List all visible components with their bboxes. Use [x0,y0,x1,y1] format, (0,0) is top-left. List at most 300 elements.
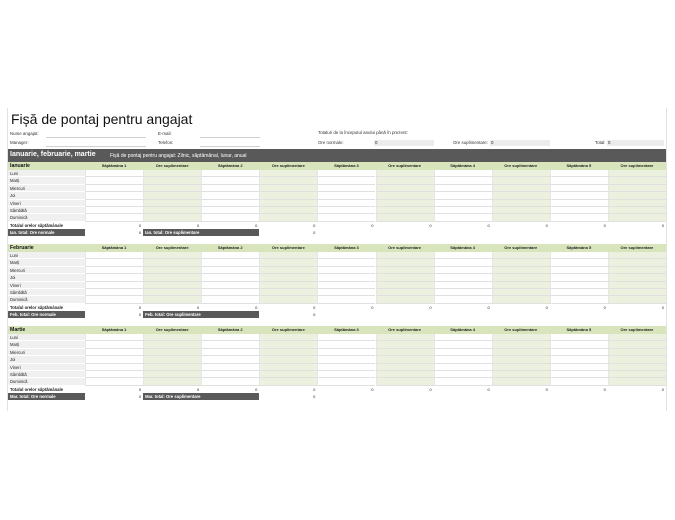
overtime-cell[interactable] [259,252,317,259]
hours-cell[interactable] [317,214,375,221]
month-block [8,326,666,408]
hours-cell[interactable] [317,334,375,341]
hours-cell[interactable] [201,378,259,385]
overtime-cell[interactable] [259,200,317,207]
hours-cell[interactable] [550,289,608,296]
hours-cell[interactable] [201,259,259,266]
overtime-cell[interactable] [608,289,666,296]
hours-cell[interactable] [317,296,375,303]
weekly-total-value: 0 [138,223,142,229]
overtime-cell[interactable] [143,356,201,363]
overtime-cell[interactable] [143,296,201,303]
hours-cell[interactable] [201,252,259,259]
hours-cell[interactable] [85,170,143,177]
column-header: Ore suplimentare [504,163,538,168]
overtime-cell[interactable] [259,259,317,266]
weekly-total-value: 0 [138,387,142,393]
hours-cell[interactable] [434,207,492,214]
overtime-cell[interactable] [376,289,434,296]
hours-cell[interactable] [201,200,259,207]
overtime-cell[interactable] [376,252,434,259]
weekly-total-value: 0 [487,387,490,393]
day-row [8,334,666,341]
overtime-cell[interactable] [143,282,201,289]
hours-cell[interactable] [317,371,375,378]
hours-cell[interactable] [434,334,492,341]
overtime-cell[interactable] [376,334,434,341]
overtime-cell[interactable] [608,192,666,199]
overtime-cell[interactable] [492,185,550,192]
overtime-cell[interactable] [259,341,317,348]
overtime-cell[interactable] [376,356,434,363]
weekly-total-value: 0 [487,305,490,311]
column-header: Săptămâna 3 [334,163,359,168]
overtime-cell[interactable] [143,341,201,348]
day-row [8,170,666,177]
overtime-cell[interactable] [608,282,666,289]
day-row [8,177,666,184]
period-banner [8,149,666,162]
hours-cell[interactable] [85,282,143,289]
monthly-overtime-label: Feb. total: Ore suplimentare [143,311,259,318]
overtime-cell[interactable] [143,274,201,281]
hours-cell[interactable] [434,267,492,274]
month-name: Februarie [10,245,34,251]
overtime-cell[interactable] [608,274,666,281]
day-label: Miercuri [8,349,85,356]
hours-cell[interactable] [317,170,375,177]
hours-cell[interactable] [434,341,492,348]
hours-cell[interactable] [85,200,143,207]
overtime-cell[interactable] [492,207,550,214]
hours-cell[interactable] [434,200,492,207]
hours-cell[interactable] [85,207,143,214]
overtime-cell[interactable] [143,289,201,296]
overtime-cell[interactable] [143,185,201,192]
regular-hours-value: 0 [374,140,434,146]
total-value: 0 [607,140,664,146]
hours-cell[interactable] [85,378,143,385]
monthly-overtime-value: 0 [313,394,316,400]
column-header: Săptămâna 2 [217,327,243,332]
overtime-cell[interactable] [259,282,317,289]
day-label: Luni [8,334,85,341]
hours-cell[interactable] [550,192,608,199]
column-header: Săptămâna 2 [217,245,243,250]
column-header: Ore suplimentare [155,163,189,168]
total-label: Total: [595,140,606,145]
monthly-regular-label: Mar. total: Ore normale [8,393,85,400]
overtime-cell[interactable] [259,289,317,296]
overtime-cell[interactable] [143,214,201,221]
hours-cell[interactable] [201,274,259,281]
hours-cell[interactable] [317,200,375,207]
overtime-cell[interactable] [259,177,317,184]
column-header: Săptămâna 5 [566,245,592,250]
column-header: Săptămâna 4 [450,327,475,332]
overtime-cell[interactable] [376,267,434,274]
overtime-cell[interactable] [492,349,550,356]
weekly-total-row [8,386,666,393]
overtime-cell[interactable] [608,252,666,259]
hours-cell[interactable] [85,289,143,296]
monthly-regular-value: 0 [138,394,142,400]
hours-cell[interactable] [317,274,375,281]
overtime-cell[interactable] [608,207,666,214]
hours-cell[interactable] [201,177,259,184]
hours-cell[interactable] [317,185,375,192]
monthly-regular-label: Ian. total: Ore normale [8,229,85,236]
hours-cell[interactable] [434,274,492,281]
monthly-regular-value: 0 [138,230,142,236]
overtime-cell[interactable] [143,267,201,274]
overtime-cell[interactable] [376,259,434,266]
day-label: Vineri [8,364,85,371]
overtime-cell[interactable] [376,378,434,385]
hours-cell[interactable] [201,214,259,221]
hours-cell[interactable] [434,364,492,371]
hours-cell[interactable] [434,185,492,192]
overtime-cell[interactable] [259,214,317,221]
overtime-cell[interactable] [492,378,550,385]
overtime-cell[interactable] [608,378,666,385]
overtime-cell[interactable] [492,364,550,371]
day-label: Sâmbătă [8,289,85,296]
hours-cell[interactable] [317,267,375,274]
hours-cell[interactable] [85,364,143,371]
day-label: Luni [8,170,85,177]
month-name: Martie [10,327,26,333]
column-header: Ore suplimentare [271,245,305,250]
overtime-cell[interactable] [259,334,317,341]
ytd-totals-label: Totaluri de la începutul anului până în prezent: [318,130,408,135]
overtime-cell[interactable] [376,170,434,177]
overtime-cell[interactable] [376,214,434,221]
hours-cell[interactable] [317,207,375,214]
weekly-total-value: 0 [429,387,432,393]
month-block [8,244,666,326]
weekly-total-value: 0 [429,223,432,229]
hours-cell[interactable] [85,371,143,378]
day-label: Vineri [8,282,85,289]
overtime-cell[interactable] [492,356,550,363]
overtime-cell[interactable] [492,200,550,207]
hours-cell[interactable] [550,177,608,184]
overtime-cell[interactable] [143,207,201,214]
day-label: Marți [8,341,85,348]
overtime-cell[interactable] [259,296,317,303]
overtime-cell[interactable] [143,200,201,207]
hours-cell[interactable] [85,341,143,348]
hours-cell[interactable] [317,341,375,348]
overtime-cell[interactable] [492,170,550,177]
overtime-cell[interactable] [259,349,317,356]
overtime-cell[interactable] [492,252,550,259]
hours-cell[interactable] [201,267,259,274]
hours-cell[interactable] [434,282,492,289]
overtime-cell[interactable] [376,341,434,348]
overtime-cell[interactable] [608,170,666,177]
overtime-cell[interactable] [143,364,201,371]
overtime-cell[interactable] [376,207,434,214]
monthly-overtime-value: 0 [313,230,316,236]
weekly-total-value: 0 [603,387,606,393]
overtime-cell[interactable] [608,364,666,371]
month-header-row [8,326,666,334]
overtime-cell[interactable] [376,349,434,356]
overtime-cell[interactable] [376,296,434,303]
hours-cell[interactable] [201,296,259,303]
hours-cell[interactable] [550,200,608,207]
hours-cell[interactable] [317,282,375,289]
overtime-cell[interactable] [492,214,550,221]
hours-cell[interactable] [317,252,375,259]
overtime-cell[interactable] [259,192,317,199]
overtime-cell[interactable] [608,371,666,378]
day-label: Joi [8,192,85,199]
overtime-cell[interactable] [492,289,550,296]
hours-cell[interactable] [317,192,375,199]
overtime-cell[interactable] [143,192,201,199]
overtime-cell[interactable] [143,252,201,259]
hours-cell[interactable] [550,371,608,378]
weekly-total-value: 0 [429,305,432,311]
hours-cell[interactable] [201,356,259,363]
overtime-cell[interactable] [143,371,201,378]
hours-cell[interactable] [85,259,143,266]
hours-cell[interactable] [317,364,375,371]
hours-cell[interactable] [201,282,259,289]
overtime-cell[interactable] [143,170,201,177]
column-header: Săptămâna 4 [450,163,475,168]
hours-cell[interactable] [201,185,259,192]
column-header: Săptămâna 5 [566,163,592,168]
overtime-cell[interactable] [376,185,434,192]
hours-cell[interactable] [85,334,143,341]
hours-cell[interactable] [85,349,143,356]
day-label: Marți [8,259,85,266]
weekly-total-value: 0 [313,223,316,229]
hours-cell[interactable] [434,378,492,385]
overtime-cell[interactable] [492,259,550,266]
day-label: Duminică [8,296,85,303]
month-block [8,162,666,244]
phone-field[interactable] [200,146,260,147]
day-label: Sâmbătă [8,371,85,378]
manager-field[interactable] [46,146,146,147]
column-header: Ore suplimentare [155,245,189,250]
overtime-cell[interactable] [492,282,550,289]
hours-cell[interactable] [85,177,143,184]
overtime-cell[interactable] [492,192,550,199]
overtime-cell[interactable] [492,334,550,341]
overtime-cell[interactable] [259,185,317,192]
overtime-cell[interactable] [259,378,317,385]
weekly-total-value: 0 [255,387,258,393]
overtime-cell[interactable] [608,185,666,192]
day-label: Joi [8,356,85,363]
monthly-total-row [8,311,666,318]
hours-cell[interactable] [550,334,608,341]
overtime-cell[interactable] [259,207,317,214]
hours-cell[interactable] [201,334,259,341]
hours-cell[interactable] [201,192,259,199]
overtime-cell[interactable] [492,274,550,281]
overtime-cell[interactable] [608,334,666,341]
overtime-cell[interactable] [492,296,550,303]
hours-cell[interactable] [201,170,259,177]
overtime-cell[interactable] [143,334,201,341]
hours-cell[interactable] [434,356,492,363]
day-row [8,214,666,221]
hours-cell[interactable] [550,267,608,274]
hours-cell[interactable] [85,296,143,303]
weekly-total-value: 0 [196,387,200,393]
hours-cell[interactable] [434,192,492,199]
hours-cell[interactable] [85,252,143,259]
day-row [8,289,666,296]
overtime-cell[interactable] [608,341,666,348]
column-header: Ore suplimentare [388,245,421,250]
hours-cell[interactable] [317,259,375,266]
column-header: Ore suplimentare [388,163,421,168]
overtime-cell[interactable] [143,177,201,184]
hours-cell[interactable] [201,364,259,371]
weekly-total-label: Totalul orelor săptămânale [10,387,63,393]
overtime-cell[interactable] [492,177,550,184]
weekly-total-value: 0 [487,223,490,229]
hours-cell[interactable] [434,170,492,177]
hours-cell[interactable] [201,341,259,348]
hours-cell[interactable] [550,214,608,221]
weekly-total-value: 0 [661,305,664,311]
hours-cell[interactable] [201,207,259,214]
hours-cell[interactable] [550,252,608,259]
column-header: Săptămâna 1 [101,163,127,168]
hours-cell[interactable] [434,371,492,378]
hours-cell[interactable] [434,214,492,221]
overtime-cell[interactable] [376,282,434,289]
hours-cell[interactable] [550,378,608,385]
day-row [8,282,666,289]
employee-name-field[interactable] [46,137,146,138]
hours-cell[interactable] [550,296,608,303]
hours-cell[interactable] [85,214,143,221]
overtime-cell[interactable] [143,349,201,356]
weekly-total-value: 0 [371,387,374,393]
hours-cell[interactable] [550,207,608,214]
document-title: Fișă de pontaj pentru angajat [11,111,193,127]
weekly-total-value: 0 [313,387,316,393]
overtime-cell[interactable] [376,371,434,378]
overtime-cell[interactable] [608,200,666,207]
regular-hours-label: Ore normale: [318,140,344,145]
column-header: Ore suplimentare [271,327,305,332]
overtime-cell[interactable] [608,214,666,221]
hours-cell[interactable] [434,177,492,184]
hours-cell[interactable] [550,349,608,356]
overtime-cell[interactable] [259,274,317,281]
overtime-cell[interactable] [143,378,201,385]
hours-cell[interactable] [434,349,492,356]
overtime-cell[interactable] [376,177,434,184]
overtime-cell[interactable] [608,267,666,274]
hours-cell[interactable] [201,289,259,296]
banner-period: Ianuarie, februarie, martie [10,151,96,158]
overtime-cell[interactable] [143,259,201,266]
overtime-cell[interactable] [376,274,434,281]
day-row [8,349,666,356]
overtime-cell[interactable] [608,356,666,363]
overtime-cell[interactable] [376,192,434,199]
hours-cell[interactable] [317,349,375,356]
column-header: Ore suplimentare [620,163,654,168]
hours-cell[interactable] [550,170,608,177]
hours-cell[interactable] [85,356,143,363]
hours-cell[interactable] [550,341,608,348]
overtime-cell[interactable] [259,356,317,363]
weekly-total-value: 0 [661,387,664,393]
hours-cell[interactable] [550,259,608,266]
hours-cell[interactable] [85,185,143,192]
overtime-cell[interactable] [259,267,317,274]
column-header: Săptămâna 3 [334,327,359,332]
overtime-cell[interactable] [259,364,317,371]
overtime-cell[interactable] [259,371,317,378]
overtime-cell[interactable] [492,341,550,348]
hours-cell[interactable] [201,371,259,378]
weekly-total-value: 0 [545,387,548,393]
day-row [8,296,666,303]
overtime-cell[interactable] [259,170,317,177]
hours-cell[interactable] [317,289,375,296]
overtime-cell[interactable] [492,267,550,274]
hours-cell[interactable] [434,252,492,259]
hours-cell[interactable] [317,177,375,184]
column-header: Săptămâna 2 [217,163,243,168]
hours-cell[interactable] [317,356,375,363]
hours-cell[interactable] [550,356,608,363]
hours-cell[interactable] [434,259,492,266]
overtime-cell[interactable] [608,349,666,356]
overtime-cell[interactable] [376,364,434,371]
hours-cell[interactable] [85,267,143,274]
email-field[interactable] [200,137,260,138]
hours-cell[interactable] [434,289,492,296]
overtime-cell[interactable] [608,259,666,266]
hours-cell[interactable] [550,282,608,289]
hours-cell[interactable] [317,378,375,385]
overtime-cell[interactable] [608,296,666,303]
day-row [8,185,666,192]
monthly-regular-label: Feb. total: Ore normale [8,311,85,318]
hours-cell[interactable] [85,274,143,281]
day-label: Sâmbătă [8,207,85,214]
overtime-cell[interactable] [608,177,666,184]
hours-cell[interactable] [201,349,259,356]
month-header-row [8,244,666,252]
hours-cell[interactable] [550,364,608,371]
hours-cell[interactable] [550,185,608,192]
overtime-cell[interactable] [492,371,550,378]
weekly-total-value: 0 [138,305,142,311]
weekly-total-value: 0 [255,305,258,311]
column-header: Săptămâna 4 [450,245,475,250]
hours-cell[interactable] [550,274,608,281]
hours-cell[interactable] [434,296,492,303]
overtime-cell[interactable] [376,200,434,207]
hours-cell[interactable] [85,192,143,199]
